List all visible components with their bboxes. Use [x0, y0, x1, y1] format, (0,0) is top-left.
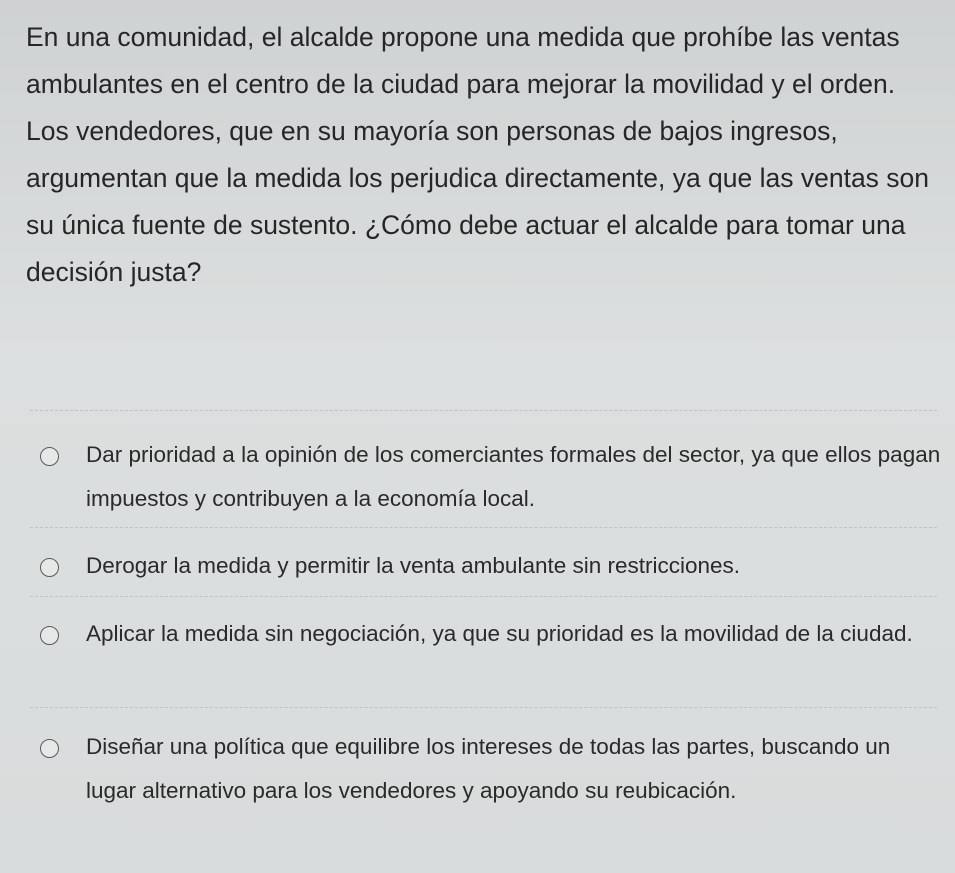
answer-option-1[interactable]: [40, 437, 941, 525]
question-text: En una comunidad, el alcalde propone una medida que prohíbe las ventas ambulantes en el centro de la ciudad para mejorar la movilidad y el orden. Los vendedores, que en su mayoría son personas de bajos ingresos, argumentan que la medida los perjudica directamente, ya que las ventas son su única fuente de sustento. ¿Cómo debe actuar el alcalde para tomar una decisión justa?: [26, 22, 930, 287]
radio-button-4[interactable]: [40, 739, 59, 758]
divider: [30, 527, 937, 528]
radio-button-3[interactable]: [40, 626, 59, 645]
answer-option-3[interactable]: [40, 616, 935, 704]
radio-button-2[interactable]: [40, 558, 59, 577]
divider: [30, 410, 937, 411]
radio-button-1[interactable]: [40, 447, 59, 466]
divider: [30, 707, 937, 708]
answer-option-label-1[interactable]: Dar prioridad a la opinión de los comerciantes formales del sector, ya que ellos pagan impuestos y contribuyen a la economía local.: [86, 442, 941, 511]
divider: [30, 596, 937, 597]
answer-option-4[interactable]: [40, 729, 935, 861]
answer-option-label-3[interactable]: Aplicar la medida sin negociación, ya que su prioridad es la movilidad de la ciudad.: [86, 621, 913, 646]
answer-option-label-2[interactable]: Derogar la medida y permitir la venta ambulante sin restricciones.: [86, 553, 741, 578]
answer-option-label-4[interactable]: Diseñar una política que equilibre los intereses de todas las partes, buscando un lugar alternativo para los vendedores y apoyando su reubicación.: [86, 734, 891, 803]
answer-option-2[interactable]: [40, 548, 935, 592]
